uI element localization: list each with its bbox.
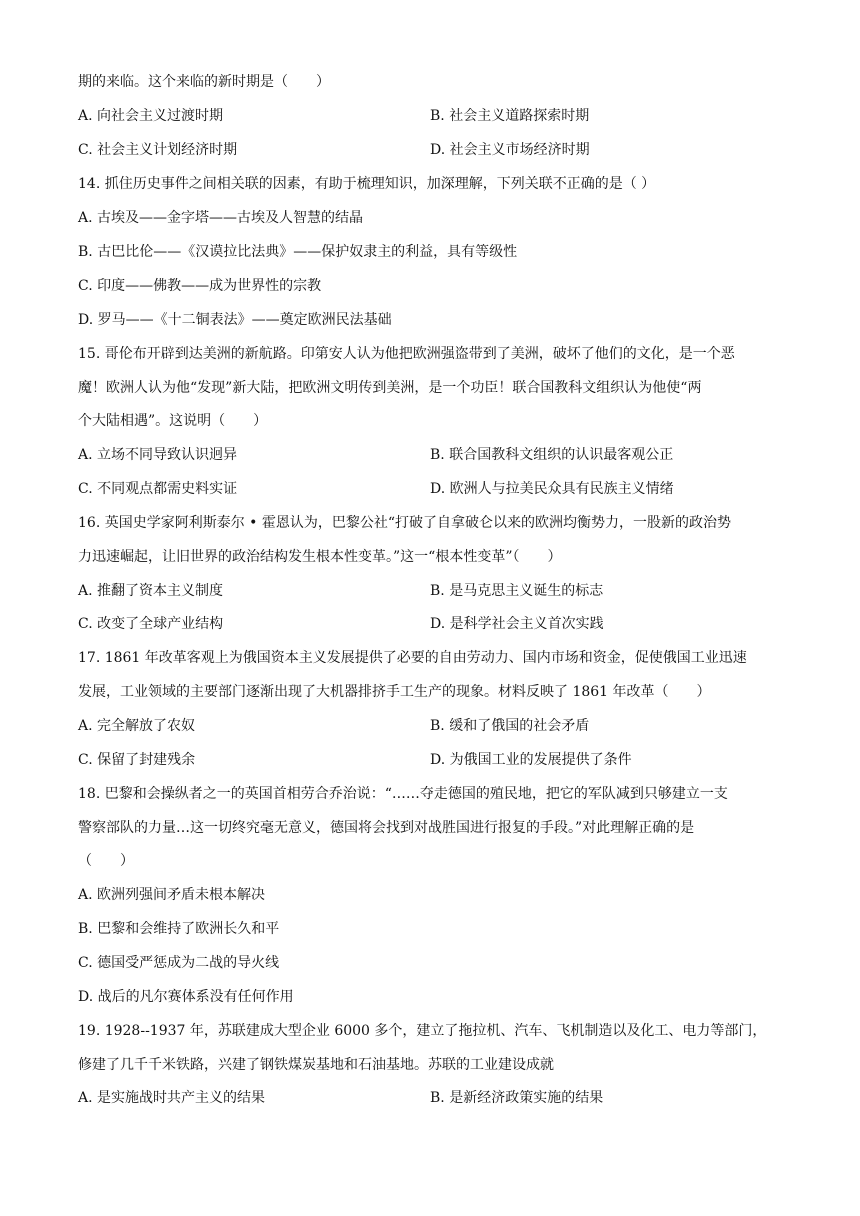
q15-option-c[interactable]: C. 不同观点都需史料实证	[78, 481, 238, 497]
q15-options-row-1	[78, 445, 790, 465]
q18-option-c[interactable]: C. 德国受严惩成为二战的导火线	[78, 955, 280, 971]
q13-stem-tail: 期的来临。这个来临的新时期是（ ）	[78, 74, 330, 90]
q17-option-c[interactable]: C. 保留了封建残余	[78, 752, 196, 768]
q19-stem-line-2: 修建了几千千米铁路，兴建了钢铁煤炭基地和石油基地。苏联的工业建设成就	[78, 1057, 554, 1073]
q15-stem-line-1: 15. 哥伦布开辟到达美洲的新航路。印第安人认为他把欧洲强盗带到了美洲，破坏了他们的文化，是一个恶	[78, 346, 735, 362]
q18-stem-line-1: 18. 巴黎和会操纵者之一的英国首相劳合乔治说：“……夺走德国的殖民地，把它的军队减到只够建立一支	[78, 786, 728, 802]
q13-option-b[interactable]: B. 社会主义道路探索时期	[430, 108, 590, 124]
q15-option-d[interactable]: D. 欧洲人与拉美民众具有民族主义情绪	[430, 481, 674, 497]
q16-stem-line-2: 力迅速崛起，让旧世界的政治结构发生根本性变革。”这一“根本性变革”（ ）	[78, 549, 562, 565]
q15-option-b[interactable]: B. 联合国教科文组织的认识最客观公正	[430, 447, 674, 463]
q16-option-d[interactable]: D. 是科学社会主义首次实践	[430, 616, 604, 632]
q16-option-a[interactable]: A. 推翻了资本主义制度	[78, 583, 224, 599]
q16-option-b[interactable]: B. 是马克思主义诞生的标志	[430, 583, 604, 599]
q14-option-c[interactable]: C. 印度——佛教——成为世界性的宗教	[78, 278, 322, 294]
q17-options-row-1	[78, 716, 790, 736]
q18-option-b[interactable]: B. 巴黎和会维持了欧洲长久和平	[78, 921, 280, 937]
q19-stem-line-1: 19. 1928--1937 年，苏联建成大型企业 6000 多个，建立了拖拉机、汽车、飞机制造以及化工、电力等部门，	[78, 1023, 767, 1039]
q14-stem: 14. 抓住历史事件之间相关联的因素，有助于梳理知识，加深理解，下列关联不正确的是（ ）	[78, 176, 656, 192]
q18-option-a[interactable]: A. 欧洲列强间矛盾未根本解决	[78, 887, 266, 903]
q16-options-row-2	[78, 614, 790, 634]
q15-stem-line-2: 魔！欧洲人认为他“发现”新大陆，把欧洲文明传到美洲，是一个功臣！联合国教科文组织认为他使“两	[78, 380, 702, 396]
q17-option-b[interactable]: B. 缓和了俄国的社会矛盾	[430, 718, 590, 734]
q18-stem-line-3: （ ）	[78, 853, 134, 869]
q13-option-a[interactable]: A. 向社会主义过渡时期	[78, 108, 224, 124]
q13-option-d[interactable]: D. 社会主义市场经济时期	[430, 142, 590, 158]
q17-stem-line-2: 发展，工业领域的主要部门逐渐出现了大机器排挤手工生产的现象。材料反映了 1861 年改革（ ）	[78, 684, 711, 700]
q15-option-a[interactable]: A. 立场不同导致认识迥异	[78, 447, 238, 463]
q19-options-row-1	[78, 1088, 790, 1108]
q18-stem-line-2: 警察部队的力量…这一切终究毫无意义，德国将会找到对战胜国进行报复的手段。”对此理解正确的是	[78, 820, 695, 836]
q19-option-b[interactable]: B. 是新经济政策实施的结果	[430, 1090, 604, 1106]
q15-options-row-2	[78, 479, 790, 499]
q16-options-row-1	[78, 581, 790, 601]
q14-option-a[interactable]: A. 古埃及——金字塔——古埃及人智慧的结晶	[78, 210, 364, 226]
q17-option-a[interactable]: A. 完全解放了农奴	[78, 718, 196, 734]
q17-option-d[interactable]: D. 为俄国工业的发展提供了条件	[430, 752, 632, 768]
q13-options-row-2	[78, 140, 790, 160]
q14-option-d[interactable]: D. 罗马——《十二铜表法》——奠定欧洲民法基础	[78, 312, 392, 328]
q17-options-row-2	[78, 750, 790, 770]
q18-option-d[interactable]: D. 战后的凡尔赛体系没有任何作用	[78, 989, 294, 1005]
q15-stem-line-3: 个大陆相遇”。这说明（ ）	[78, 413, 268, 429]
q19-option-a[interactable]: A. 是实施战时共产主义的结果	[78, 1090, 266, 1106]
q17-stem-line-1: 17. 1861 年改革客观上为俄国资本主义发展提供了必要的自由劳动力、国内市场和资金，促使俄国工业迅速	[78, 650, 747, 666]
q16-option-c[interactable]: C. 改变了全球产业结构	[78, 616, 224, 632]
q13-option-c[interactable]: C. 社会主义计划经济时期	[78, 142, 238, 158]
q13-options-row-1	[78, 106, 790, 126]
q14-option-b[interactable]: B. 古巴比伦——《汉谟拉比法典》——保护奴隶主的利益，具有等级性	[78, 244, 518, 260]
q16-stem-line-1: 16. 英国史学家阿利斯泰尔 • 霍恩认为，巴黎公社“打破了自拿破仑以来的欧洲均衡势力，一股新的政治势	[78, 515, 732, 531]
